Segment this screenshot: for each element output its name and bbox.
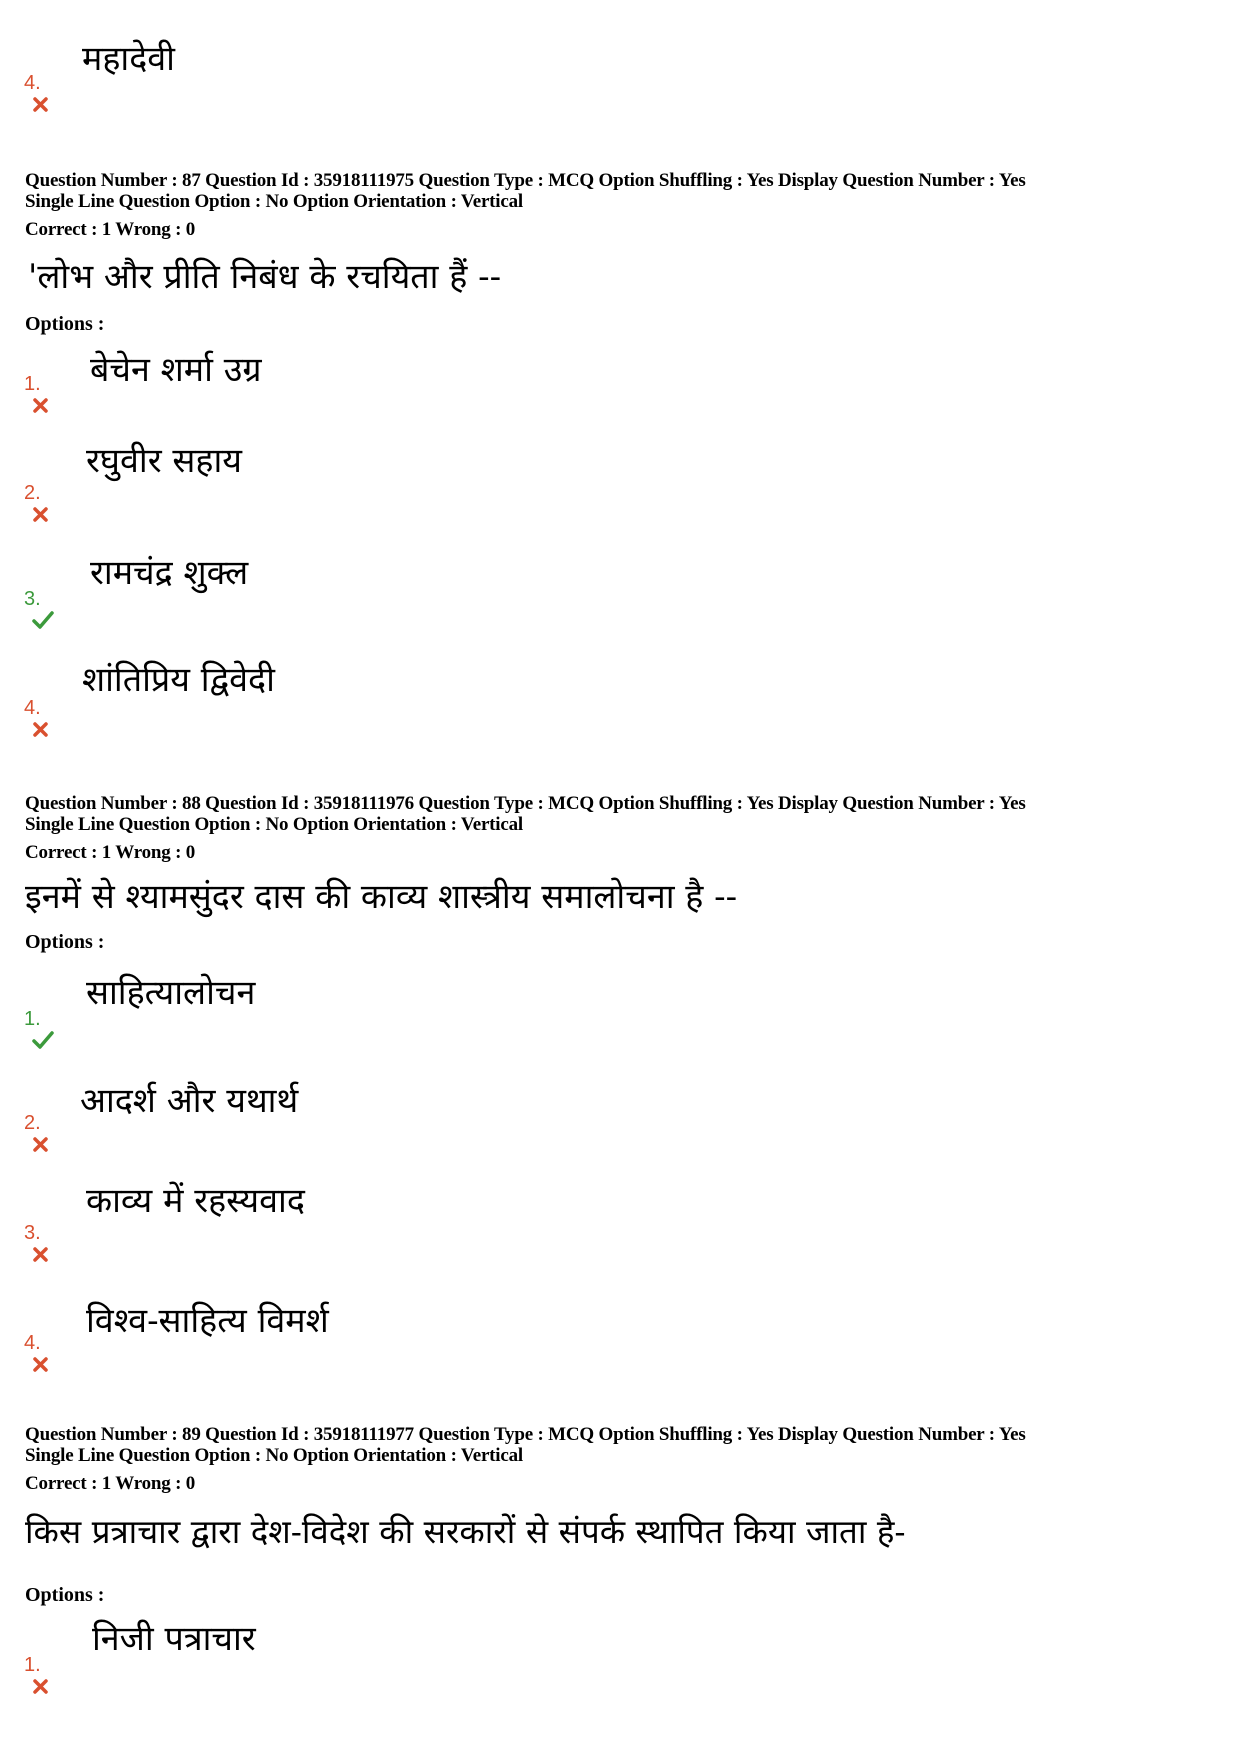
question-marks: Correct : 1 Wrong : 0 [25, 842, 196, 863]
cross-icon [32, 720, 50, 738]
option-number [24, 482, 50, 531]
option-number-text: 3. [24, 588, 41, 610]
question-marks: Correct : 1 Wrong : 0 [25, 219, 196, 240]
option-text: विश्व-साहित्य विमर्श [86, 1301, 329, 1341]
cross-icon [32, 1245, 50, 1263]
cross-icon [32, 1677, 50, 1695]
option-text: रघुवीर सहाय [86, 441, 242, 481]
option-number-text: 1. [24, 1654, 41, 1676]
option-number-text: 4. [24, 72, 41, 94]
option-number [24, 1654, 50, 1703]
cross-icon [32, 396, 50, 414]
options-label: Options : [25, 313, 105, 335]
question-meta-line1: Question Number : 87 Question Id : 35918111975 Question Type : MCQ Option Shuffling : Yes Display Question Number : Yes [25, 170, 1026, 191]
option-number-text: 3. [24, 1222, 41, 1244]
option-number [24, 1008, 54, 1057]
option-text: साहित्यालोचन [86, 973, 256, 1013]
option-text: काव्य में रहस्यवाद [86, 1181, 305, 1221]
cross-icon [32, 1135, 50, 1153]
question-meta-line1: Question Number : 88 Question Id : 35918111976 Question Type : MCQ Option Shuffling : Yes Display Question Number : Yes [25, 793, 1026, 814]
question-text: किस प्रत्राचार द्वारा देश-विदेश की सरकारों से संपर्क स्थापित किया जाता है- [25, 1512, 906, 1551]
option-number [24, 1222, 50, 1271]
check-icon [32, 1031, 54, 1049]
question-meta-line1: Question Number : 89 Question Id : 35918111977 Question Type : MCQ Option Shuffling : Yes Display Question Number : Yes [25, 1424, 1026, 1445]
option-text: आदर्श और यथार्थ [80, 1081, 299, 1121]
option-number [24, 1112, 50, 1161]
option-number-text: 4. [24, 1332, 41, 1354]
question-text: इनमें से श्यामसुंदर दास की काव्य शास्त्रीय समालोचना है -- [25, 877, 738, 917]
option-number-text: 2. [24, 1112, 41, 1134]
option-number-text: 2. [24, 482, 41, 504]
options-label: Options : [25, 1584, 105, 1606]
question-marks: Correct : 1 Wrong : 0 [25, 1473, 196, 1494]
option-text: महादेवी [82, 39, 175, 79]
option-number [24, 588, 54, 637]
cross-icon [32, 1355, 50, 1373]
option-number [24, 697, 50, 746]
cross-icon [32, 505, 50, 523]
option-number [24, 72, 50, 121]
option-text: रामचंद्र शुक्ल [90, 553, 249, 593]
question-meta-line2: Single Line Question Option : No Option Orientation : Vertical [25, 191, 523, 212]
option-number-text: 1. [24, 373, 41, 395]
question-meta-line2: Single Line Question Option : No Option Orientation : Vertical [25, 1445, 523, 1466]
option-text: शांतिप्रिय द्विवेदी [82, 660, 275, 700]
option-number-text: 1. [24, 1008, 41, 1030]
option-text: बेचेन शर्मा उग्र [90, 350, 262, 390]
question-meta-line2: Single Line Question Option : No Option Orientation : Vertical [25, 814, 523, 835]
option-text: निजी पत्राचार [92, 1619, 256, 1659]
option-number [24, 1332, 50, 1381]
check-icon [32, 611, 54, 629]
option-number [24, 373, 50, 422]
cross-icon [32, 95, 50, 113]
option-number-text: 4. [24, 697, 41, 719]
question-text: 'लोभ और प्रीति निबंध के रचयिता हैं -- [28, 257, 502, 297]
options-label: Options : [25, 931, 105, 953]
